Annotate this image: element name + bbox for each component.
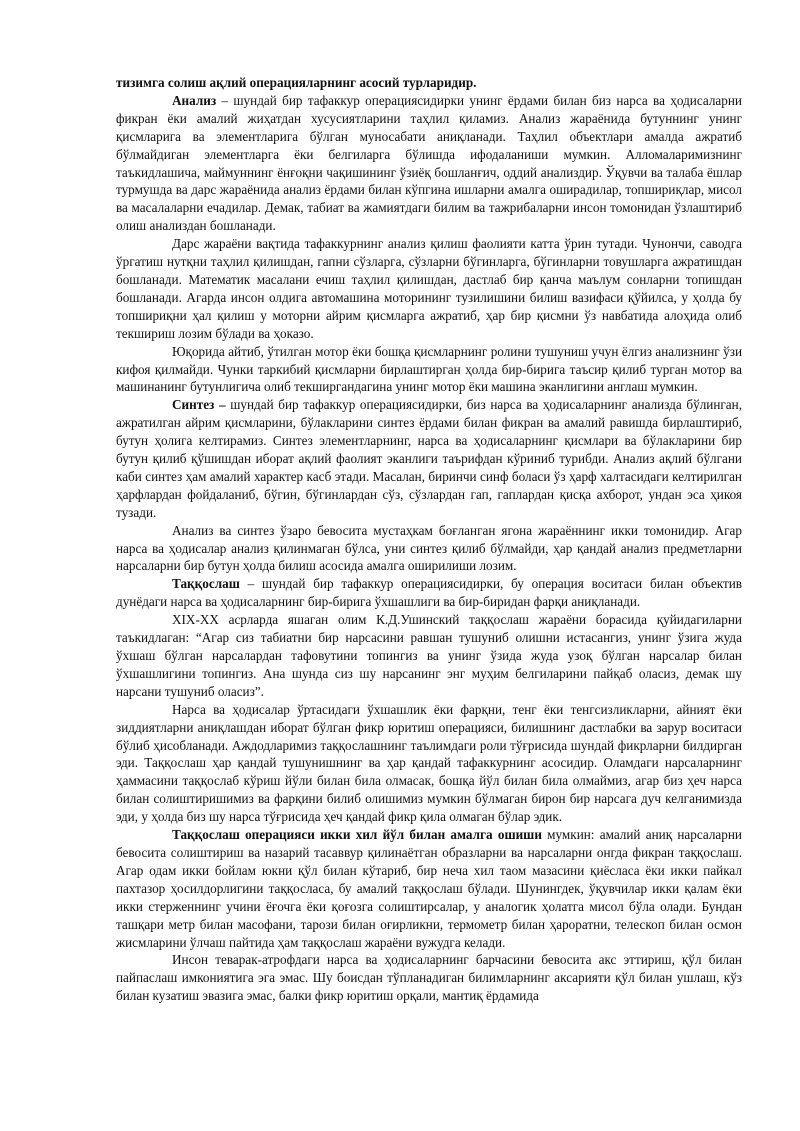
- paragraph-comparison: [116, 575, 742, 611]
- section-heading: тизимга солиш ақлий операцияларнинг асосий турларидир.: [116, 75, 477, 90]
- paragraph-analysis-synthesis: [116, 522, 742, 576]
- paragraph-text: Юқорида айтиб, ўтилган мотор ёки бошқа қисмларнинг ролини тушуниш учун ёлгиз анализнинг ўзи кифоя қилмайди. Чунки таркибий қисмларни бирлаштирган ҳолда бир-бирига таъсир қилиб турган мотор ва машинанинг бутунлигича олиб текширгандагина унинг мотор ёки машина эканлигини англаш мумкин.: [116, 343, 742, 395]
- paragraph-synthesis: [116, 396, 742, 521]
- term-synthesis: Синтез –: [172, 397, 226, 413]
- paragraph-comparison-role: [116, 701, 742, 826]
- paragraph-text: Нарса ва ҳодисалар ўртасидаги ўхшашлик ёки фарқни, тенг ёки тенгсизликларни, айният ёки зиддиятларни аниқлашдан иборат бўлган фикр юритиш операцияси, билишнинг дастлабки ва зарур воситаси бўлиб ҳисобланади. Аждодларимиз таққослашнинг таълимдаги роли тўғрисида шундай фикрларни билдирган эди. Таққослаш ҳар қандай тушунишнинг ва ҳар қандай тафаккурнинг асосидир. Оламдаги нарсаларнинг ҳаммасини таққослаб кўриш йўли билан била олмасак, бошқа йўл билан била олмаймиз, агар биз ҳеч нарса билан солиштиришимиз ва фарқини билиб олишимиз мумкин бўлмаган бирон бир нарсага дуч келганимизда эди, у ҳолда биз шу нарса тўғрисида ҳеч қандай фикр қила олмаган бўлар эдик.: [116, 701, 742, 825]
- term-comparison: Таққослаш: [172, 576, 240, 592]
- term-analysis: Анализ: [172, 92, 217, 108]
- paragraph-text: Анализ ва синтез ўзаро бевосита мустаҳкам боғланган ягона жараённинг икки томонидир. Агар нарса ва ҳодисалар анализ қилинмаган бўлса, уни синтез қилиб бўлмайди, ҳар қандай анализ предметларни нарсаларни бир бутун ҳолда билиш асосида амалга оширилиши лозим.: [116, 522, 742, 574]
- paragraph-text: Дарс жараёни вақтида тафаккурнинг анализ қилиш фаолияти катта ўрин тутади. Чунончи, саводга ўргатиш нутқни таҳлил қилишдан, гапни сўзларга, сўзларни бўгинларга, бўгинларни товушларга ажратишдан бошланади. Математик масалани ечиш таҳлил қилишдан, дастлаб бир қанча маълум сонларни топишдан бошланади. Агарда инсон олдига автомашина моторининг тузилишини билиш вазифаси қўйилса, у ҳолда бу топшириқни ҳал қилиш у моторни айрим қисмларга ажратиб, ҳар бир қисмни ўз навбатида алоҳида олиб текшириш лозим бўлади ва ҳоказо.: [116, 236, 742, 341]
- paragraph-motor-example: [116, 343, 742, 397]
- document-page: [116, 74, 742, 1005]
- paragraph-comparison-ways: [116, 826, 742, 951]
- paragraph-text: XIX-XX асрларда яшаган олим К.Д.Ушинский таққослаш жараёни борасида қуйидагиларни таъкидлаган: “Агар сиз табиатни бир нарсасини равшан тушуниб олишни истасангиз, унинг ўзига жуда ўхшаш бўлган нарсалардан тафовутини топингиз ва унинг ўзида жуда узоқ бўлган нарсалар билан ўхшашлигини топингиз. Ана шунда сиз шу нарсанинг энг муҳим белгиларини пайқаб оласиз, демак шу нарсани тушуниб оласиз”.: [116, 612, 742, 699]
- paragraph-text: Инсон теварак-атрофдаги нарса ва ҳодисаларнинг барчасини бевосита акс эттириш, қўл билан пайпаслаш имкониятига эга эмас. Шу боисдан тўпланадиган билимларнинг аксарияти қўл билан ушлаш, кўз билан кузатиш эвазига эмас, балки фикр юритиш орқали, мантиқ ёрдамида: [116, 952, 742, 1004]
- paragraph-ushinsky-quote: [116, 611, 742, 701]
- paragraph-analysis: [116, 92, 742, 235]
- paragraph-text: мумкин: амалий аниқ нарсаларни бевосита солиштириш ва назарий тасаввур қилинаётган образларни ва нарсаларни онгда фикран таққослаш. Агар одам икки бойлам юкни қўл билан кўтариб, бир неча хил таом мазасини қиёсласа ёки икки пайкал пахтазор ҳосилдорлигини таққосласа, бу амалий таққослаш бўлади. Шунингдек, ўқувчилар икки қалам ёки икки стерженнинг учини ёғочга ёки қоғозга солиштирсалар, у аналогик ҳолатга мисол бўла олади. Бундан ташқари метр билан масофани, тарози билан оғирликни, термометр билан ҳароратни, телескоп билан осмон жисмларини ўлчаш пайтида ҳам таққослаш жараёни вужудга келади.: [116, 827, 742, 950]
- paragraph-lesson-analysis: [116, 235, 742, 342]
- term-comparison-ways: Таққослаш операцияси икки хил йўл билан амалга ошиши: [172, 827, 542, 843]
- paragraph-knowledge: [116, 951, 742, 1005]
- paragraph-text: шундай бир тафаккур операциясидирки, биз нарса ва ҳодисаларнинг анализда бўлинган, ажратилган айрим қисмларини, бўлакларини синтез ёрдами билан фикран ва амалий равишда бирлаштириб, бутун ҳолига келтирамиз. Синтез элементларнинг, нарса ва ҳодисаларнинг қисмлари ва бўлакларини бир бутун қилиб қўшишдан иборат ақлий фаолият эканлиги таърифдан кўриниб турибди. Анализ ақлий бўлгани каби синтез ҳам амалий характер касб этади. Масалан, биринчи синф боласи ўз ҳарф халтасидаги келтирилган ҳарфлардан фойдаланиб, бўгин, бўгинлардан сўз, сўзлардан гап, гаплардан қисқа ахборот, ундан эса ҳикоя тузади.: [116, 397, 743, 520]
- paragraph-text: – шундай бир тафаккур операциясидирки, бу операция воситаси билан объектив дунёдаги нарса ва ҳодисаларнинг бир-бирига ўхшашлиги ва бир-биридан фарқи аниқланади.: [116, 576, 742, 610]
- paragraph-text: – шундай бир тафаккур операциясидирки унинг ёрдами билан биз нарса ва ҳодисаларни фикран ёки амалий жиҳатдан хусусиятларини таҳлил қиламиз. Анализ жараёнида бутуннинг унинг қисмларига ва элементларига бўлган муносабати аниқланади. Таҳлил объектлари амалда ажратиб бўлмайдиган элементларга ёки белгиларга бўлишда ифодаланиши мумкин. Алломаларимизнинг таъкидлашича, маймуннинг ёнғоқни чақишининг ўзиёқ бошланғич, оддий анализдир. Ўқувчи ва талаба ёшлар турмушда ва дарс жараёнида анализ ёрдами билан кўпгина ишларни амалга оширадилар, топшириқлар, мисол ва масалаларни ечадилар. Демак, табиат ва жамиятдаги билим ва тажрибаларни инсон томонидан ўзлаштириб олиш анализдан бошланади.: [116, 92, 742, 234]
